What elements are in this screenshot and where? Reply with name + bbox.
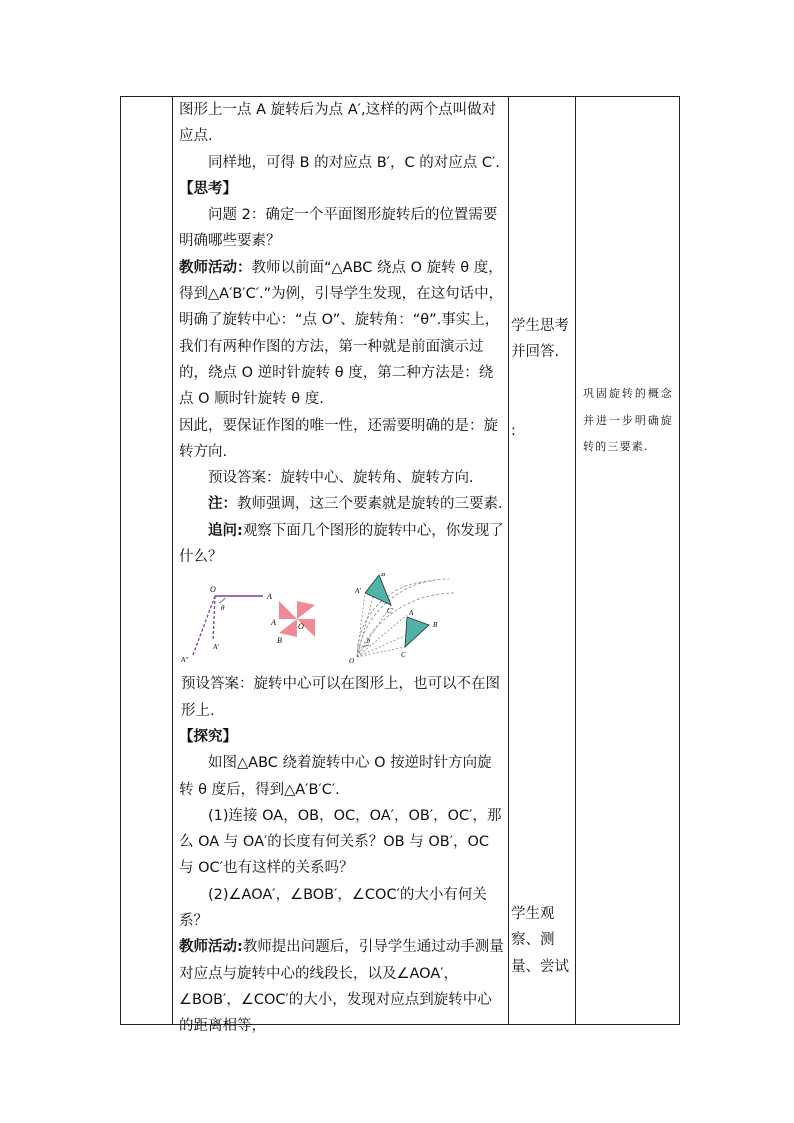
para-therefore: 因此，要保证作图的唯一性，还需要明确的是：旋转方向. <box>179 417 498 460</box>
teaching-content <box>173 97 509 1040</box>
para-correspond: 图形上一点 A 旋转后为点 A′,这样的两个点叫做对应点. <box>179 102 497 145</box>
f1-label-theta: θ <box>221 604 225 613</box>
f3-label-B: B <box>433 621 438 630</box>
student-activity-1: 学生思考并回答. : <box>511 318 569 439</box>
f3-label-theta: θ <box>367 639 370 646</box>
f1-label-A1: A′ <box>213 643 219 652</box>
explore-question-2: (2)∠AOA′，∠BOB′，∠COC′的大小有何关系？ <box>179 886 487 930</box>
f3-label-A: A <box>409 609 414 618</box>
figure-triangle-rotation <box>349 573 455 665</box>
preset-answer-1: 预设答案：旋转中心、旋转角、旋转方向. <box>208 470 474 487</box>
follow-up-question: 追问:观察下面几个图形的旋转中心，你发现了什么？ <box>179 522 504 566</box>
lesson-table <box>120 96 680 1035</box>
question-2: 问题 2：确定一个平面图形旋转后的位置需要明确哪些要素？ <box>179 207 498 250</box>
figure-rotation-lines <box>180 585 272 664</box>
f2-label-O: O <box>298 622 304 632</box>
f3-label-B1: B′ <box>381 573 387 579</box>
think-heading: 【思考】 <box>179 180 237 197</box>
teacher-activity-2: 教师活动:教师提出问题后，引导学生通过动手测量对应点与旋转中心的线段长，以及∠AOA′，∠BOB′，∠COC′的大小，发现对应点到旋转中心的距离相等， <box>179 939 504 1035</box>
preset-answer-2: 预设答案：旋转中心可以在图形上，也可以不在图形上. <box>181 676 500 719</box>
explore-text: 如图△ABC 绕着旋转中心 O 按逆时针方向旋转 θ 度后，得到△A′B′C′. <box>179 755 492 798</box>
col-divider-3 <box>575 97 576 1024</box>
f2-label-B: B <box>277 636 282 646</box>
explore-heading: 【探究】 <box>179 728 237 745</box>
design-intent: 巩固旋转的概念并进一步明确旋转的三要素. <box>583 387 673 453</box>
f1-label-A: A <box>267 592 272 602</box>
figure-pinwheel <box>270 601 315 645</box>
f3-label-A1: A′ <box>355 587 361 596</box>
teacher-note: 注：教师强调，这三个要素就是旋转的三要素. <box>208 496 503 513</box>
student-activity-2: 学生观察、测量、尝试 <box>511 906 569 975</box>
f3-label-O: O <box>349 657 355 666</box>
f1-label-O: O <box>210 585 216 595</box>
f3-label-C: C <box>401 651 406 660</box>
rotation-figures <box>179 573 505 665</box>
f3-label-C1: C′ <box>387 607 394 616</box>
explore-question-1: (1)连接 OA，OB，OC，OA′，OB′，OC′，那么 OA 与 OA′的长度有何关系？OB 与 OB′，OC 与 OC′也有这样的关系吗？ <box>179 807 502 877</box>
para-similar: 同样地，可得 B 的对应点 B′，C 的对应点 C′. <box>208 154 500 171</box>
f1-label-A2: A′′ <box>181 656 189 665</box>
f2-label-A: A <box>271 618 276 628</box>
teacher-activity: 教师活动：教师以前面“△ABC 绕点 O 旋转 θ 度，得到△A′B′C′.”为例，引导学生发现，在这句话中，明确了旋转中心：“点 O”、旋转角：“θ”.事实上，我们有两种作图的方法，第一种就是前面演示过的，绕点 O 逆时针旋转 θ 度，第二种方法是：绕点 O 顺时针旋转 θ 度. <box>179 259 504 408</box>
